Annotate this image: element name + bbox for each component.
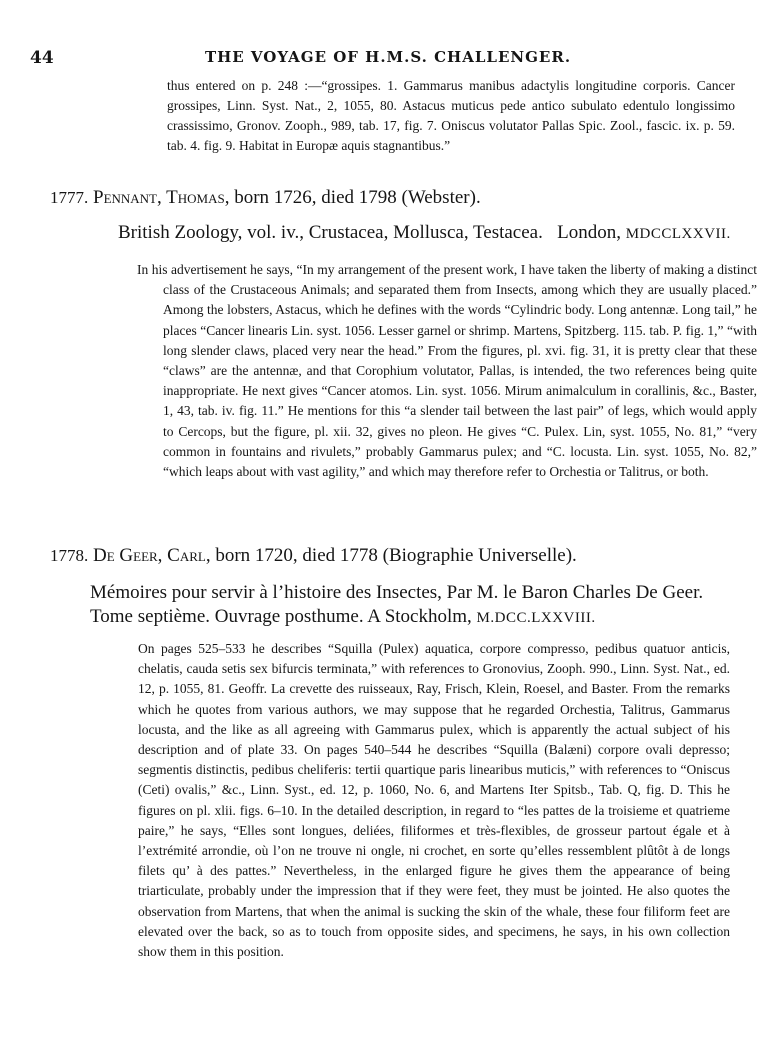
entry-author: De Geer, Carl, bbox=[93, 545, 211, 566]
entry-body-1778: On pages 525–533 he describes “Squilla (Pulex) aquatica, corpore compresso, pedibus quatuor anticis, chelatis, cauda setis sex bifurcis terminata,” with references to Gronovius, Zooph. 990., Linn. Syst. Nat., ed. 12, p. 1055, 81. Geoffr. La crevette des ruisseaux, Ray, Frisch, Klein, Roesel, and Baster. From the remarks which he quotes from various authors, we may suppose that he regarded Orchestia, Talitrus, Gammarus locusta, and the like as all agreeing with Gammarus pulex, which is apparently the actual subject of his description and of plate 33. On pages 540–544 he describes “Squilla (Balæni) corpore ovali depresso; segmentis distinctis, pedibus cheliferis: tertii quartique paris linearibus muticis,” with references to “Oniscus (Ceti) ovalis,” &c., Linn. Syst., ed. 12, p. 1060, No. 6, and Martens Iter Spitsb., Tab. Q, fig. D. This he figures on pl. xlii. figs. 6–10. In the detailed description, in regard to “les pattes de la troisieme et quatrieme paire,” he says, “Elles sont longues, deliées, filiformes et très-flexibles, de grosseur partout égale et à l’extrémité arrondie, où l’on ne trouve ni ongle, ni crochet, en sorte qu’elles ressemblent plûtôt à de longs filets qu’ à des pattes.” Nevertheless, in the enlarged figure he gives them the appearance of being triarticulate, probably under the impression that if they were feet, they must be jointed. He also quotes the observation from Martens, that when the animal is sucking the skin of the whale, these four filiform feet are elevated over the back, so as to touch from opposite sides, and specimens, he says, in his own collection show them in this position. bbox=[138, 641, 730, 960]
running-title: THE VOYAGE OF H.M.S. CHALLENGER. bbox=[204, 48, 572, 66]
page-number: 44 bbox=[30, 48, 54, 68]
work-title-1778 bbox=[90, 581, 740, 630]
entry-body-1777: In his advertisement he says, “In my arrangement of the present work, I have taken the liberty of making a distinct class of the Crustaceous Animals; and separated them from Insects, among which they are usually placed.” Among the lobsters, Astacus, which he defines with the words “Cylindric body. Long antennæ. Long tail,” he places “Cancer linearis Lin. syst. 1056. Lesser garnel or shrimp. Martens, Spitzberg. 115. tab. P. fig. 1,” “with long slender claws, placed very near the head.” From the figures, pl. xvi. fig. 31, it is pretty clear that these “claws” are the antennæ, and that Corophium volutator, Pallas, is intended, the two references being quite inappropriate. He next gives “Cancer atomos. Lin. syst. 1056. Mirum animalculum in corallinis, &c., Baster, 1, 43, tab. iv. fig. 11.” He mentions for this “a slender tail between the last pair” of legs, which would apply to Cercops, but the figure, pl. xii. 32, gives no pleon. He gives “C. Pulex. Lin, syst. 1055, No. 81,” “very common in fountains and rivulets,” probably Gammarus pulex; and “C. locusta. Lin. syst. 1055, No. 82,” “which leaps about with vast agility,” and which may therefore refer to Orchestia or Talitrus, or both. bbox=[137, 262, 757, 480]
entry-year: 1777. bbox=[50, 188, 89, 207]
entry-life: born 1720, died 1778 (Biographie Universelle). bbox=[215, 545, 577, 566]
entry-life: born 1726, died 1798 (Webster). bbox=[234, 187, 481, 208]
work-title: British Zoology, vol. iv., Crustacea, Mollusca, Testacea. bbox=[118, 222, 543, 243]
intro-paragraph: thus entered on p. 248 :—“grossipes. 1. Gammarus manibus adactylis longitudine corporis. Cancer grossipes, Linn. Syst. Nat., 2, 1055, 80. Astacus muticus pede antico subulato edentulo longissimo crassissimo, Gronov. Zooph., 989, tab. 17, fig. 7. Oniscus volutator Pallas Spic. Zool., fascic. ix. p. 59. tab. 4. fig. 9. Habitat in Europæ aquis stagnantibus.” bbox=[167, 78, 735, 153]
work-imprint: London, bbox=[557, 222, 621, 243]
entry-year: 1778. bbox=[50, 546, 89, 565]
work-date: MDCCLXXVII. bbox=[625, 226, 731, 242]
entry-heading-1778 bbox=[50, 545, 577, 567]
entry-author: Pennant, Thomas, bbox=[93, 187, 230, 208]
work-title-1777 bbox=[118, 222, 731, 244]
work-date: M.DCC.LXXVIII. bbox=[476, 610, 596, 626]
work-title: Mémoires pour servir à l’histoire des Insectes, Par M. le Baron Charles De Geer. Tome septième. Ouvrage posthume. A Stockholm, bbox=[90, 582, 704, 627]
entry-heading-1777 bbox=[50, 187, 481, 209]
